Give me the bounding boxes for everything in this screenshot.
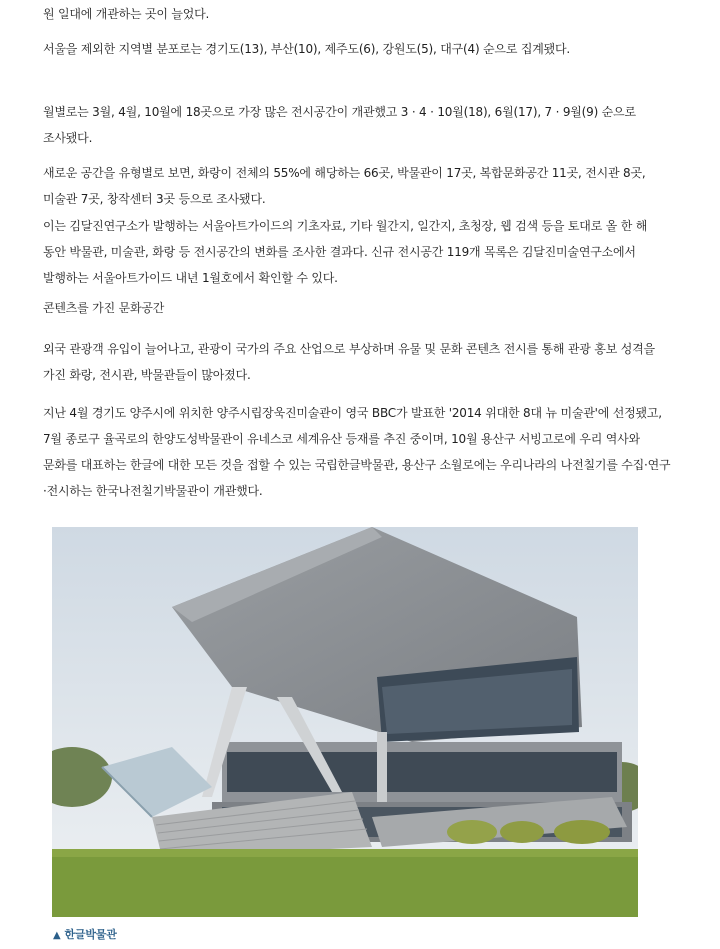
paragraph-4: 새로운 공간을 유형별로 보면, 화랑이 전체의 55%에 해당하는 66곳, 박물관이 17곳, 복합문화공간 11곳, 전시관 8곳, 미술관 7곳, 창작센터 3곳 등으로 조사됐다.: [43, 166, 646, 206]
paragraph-7: 지난 4월 경기도 양주시에 위치한 양주시립장욱진미술관이 영국 BBC가 발표한 '2014 위대한 8대 뉴 미술관'에 선정됐고, 7월 종로구 율곡로의 한양도성박물관이 유네스코 세계유산 등재를 추진 중이며, 10월 용산구 서빙고로에 우리 역사와 문화를 대표하는 한글에 대한 모든 것을 접할 수 있는 국립한글박물관, 용산구 소월로에는 우리나라의 나전칠기를 수집·연구·전시하는 한국나전칠기박물관이 개관했다.: [43, 406, 671, 498]
triangle-up-icon: ▲: [53, 930, 61, 941]
section-subheading: 콘텐츠를 가진 문화공간: [43, 301, 165, 315]
paragraph-6: 외국 관광객 유입이 늘어나고, 관광이 국가의 주요 산업으로 부상하며 유물 및 문화 콘텐츠 전시를 통해 관광 홍보 성격을 가진 화랑, 전시관, 박물관들이 많아졌다.: [43, 342, 655, 382]
photo-caption: [53, 926, 117, 942]
paragraph-5: 이는 김달진연구소가 발행하는 서울아트가이드의 기초자료, 기타 월간지, 일간지, 초청장, 웹 검색 등을 토대로 올 한 해 동안 박물관, 미술관, 화랑 등 전시공간의 변화를 조사한 결과다. 신규 전시공간 119개 목록은 김달진미술연구소에서 발행하는 서울아트가이드 내년 1월호에서 확인할 수 있다.: [43, 219, 648, 285]
photo-caption-text: 한글박물관: [64, 928, 117, 941]
museum-photo: [52, 527, 638, 917]
paragraph-3: 월별로는 3월, 4월, 10월에 18곳으로 가장 많은 전시공간이 개관했고 3 · 4 · 10월(18), 6월(17), 7 · 9월(9) 순으로 조사됐다.: [43, 105, 636, 145]
paragraph-2: 서울을 제외한 지역별 분포로는 경기도(13), 부산(10), 제주도(6), 강원도(5), 대구(4) 순으로 집계됐다.: [43, 42, 571, 56]
paragraph-1: 원 일대에 개관하는 곳이 늘었다.: [43, 7, 210, 21]
